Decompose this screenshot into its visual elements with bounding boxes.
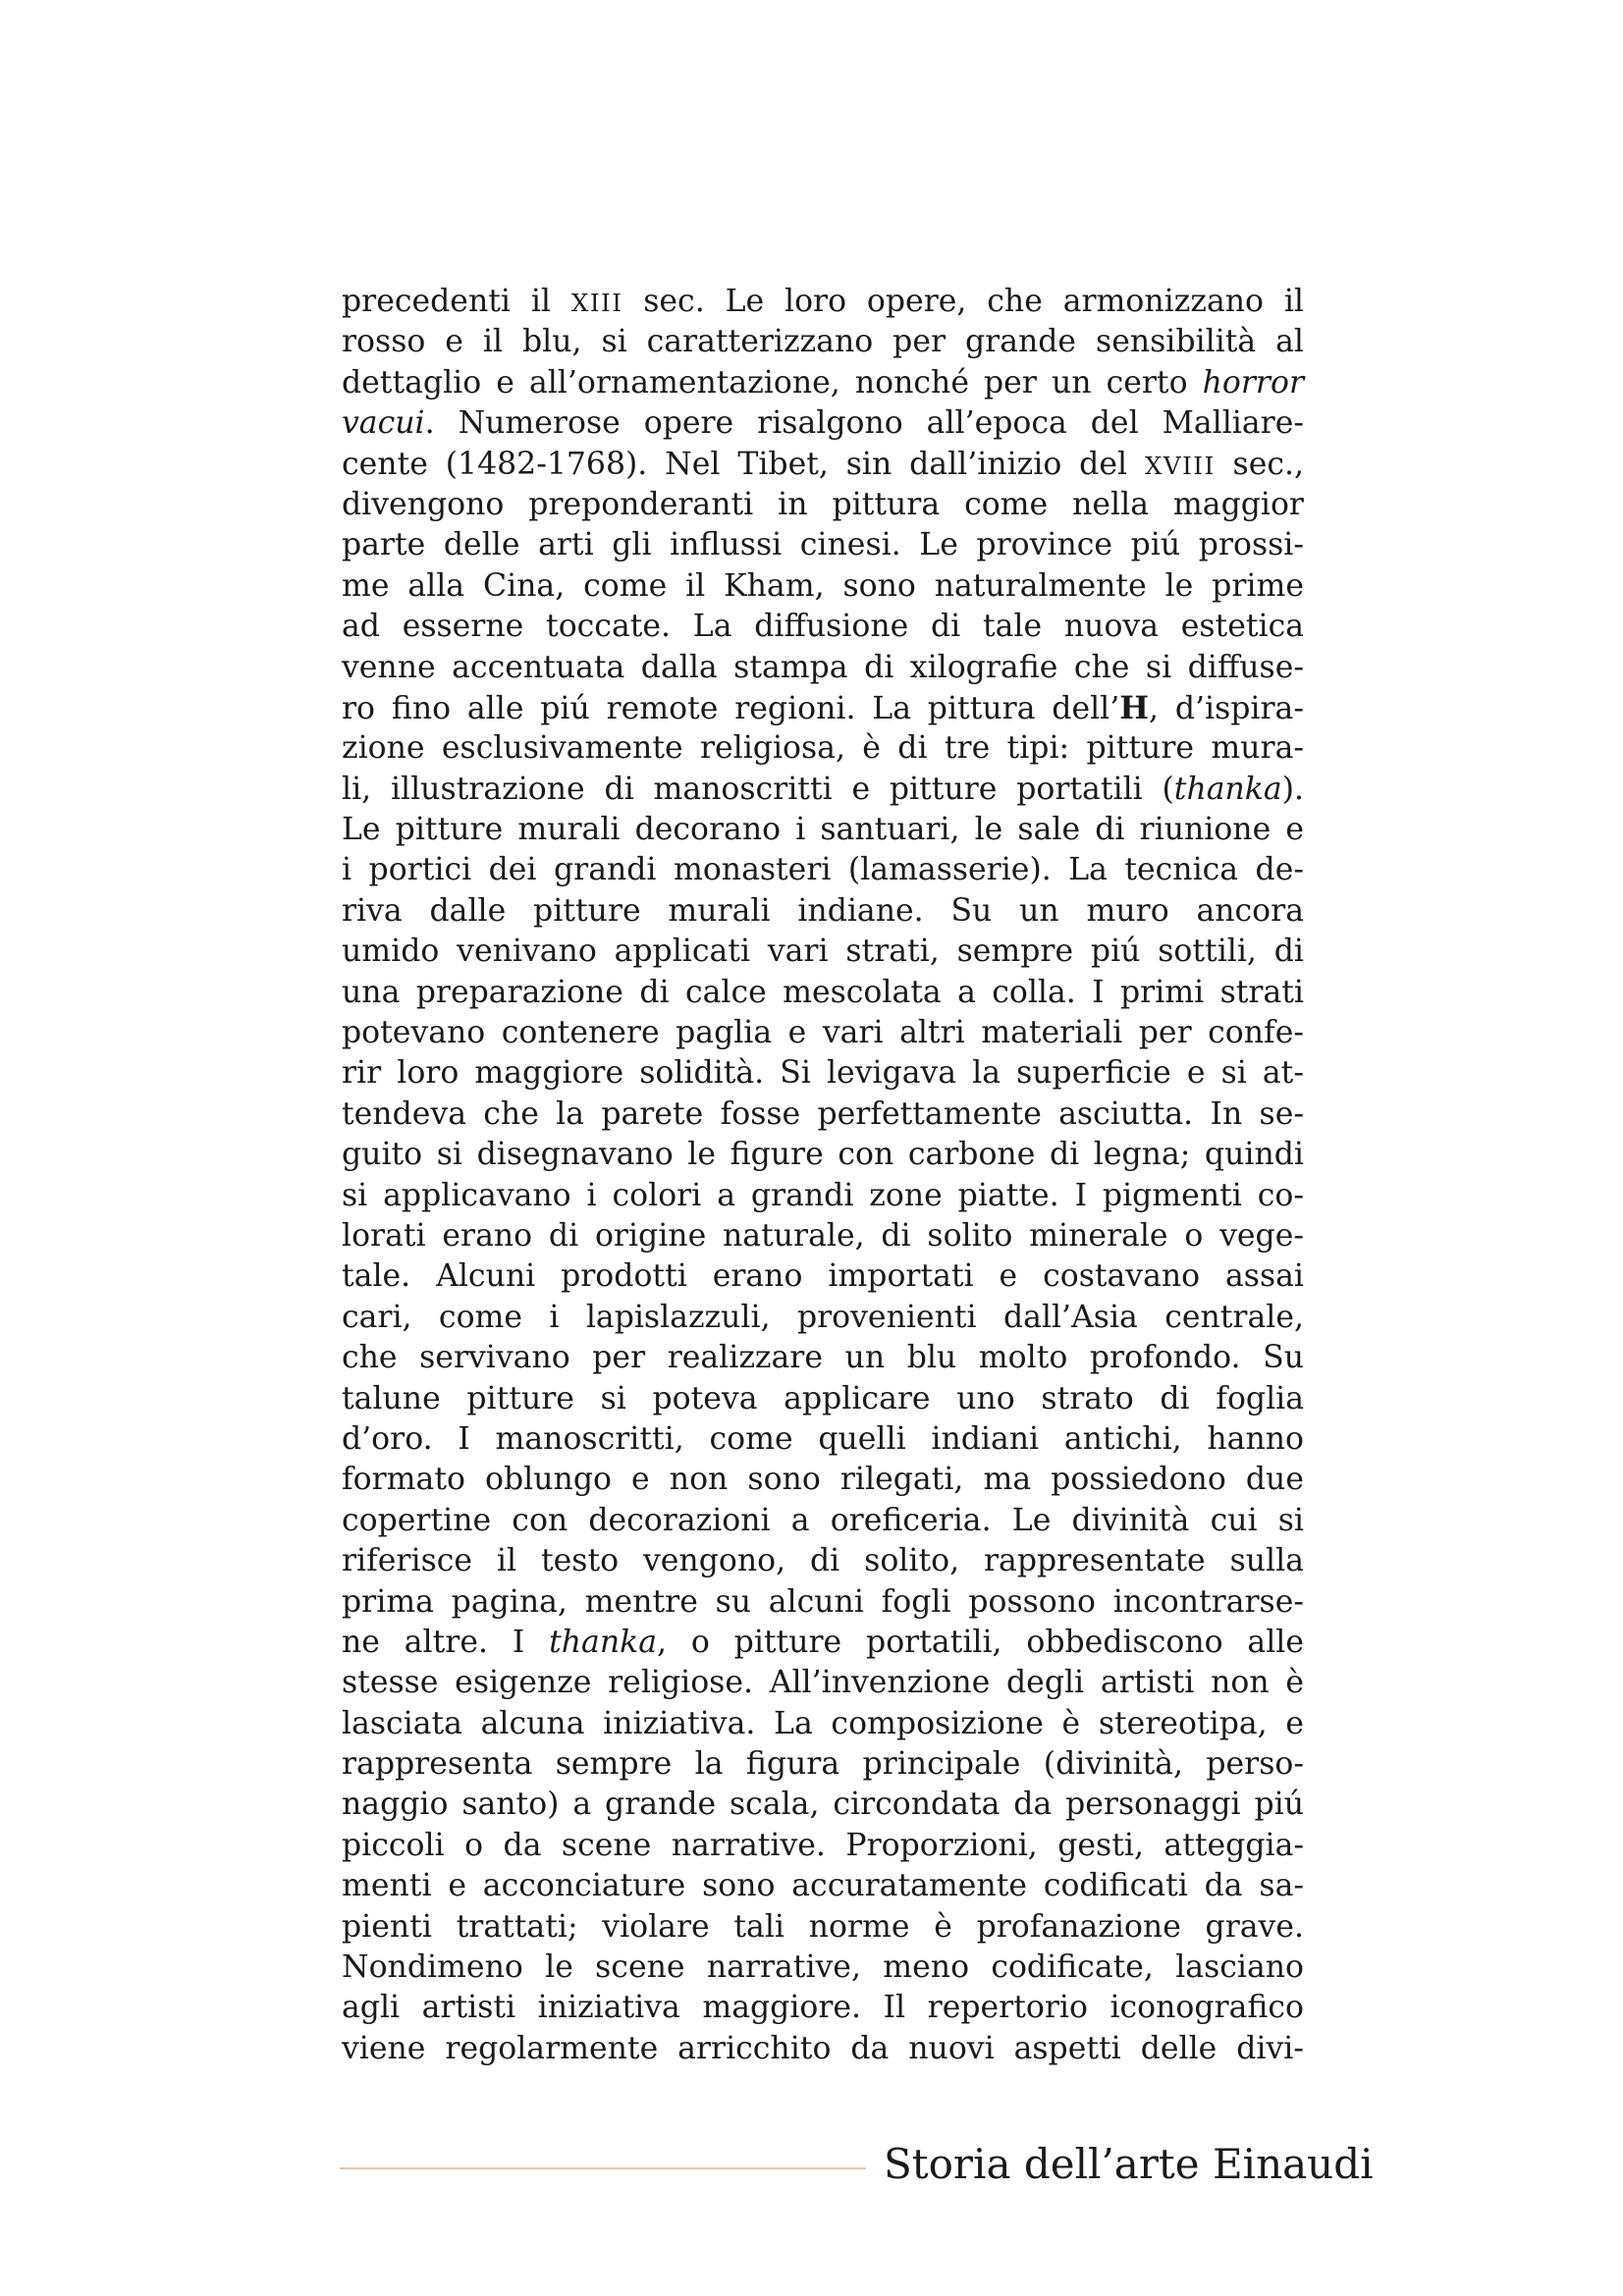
- text-line: [342, 403, 1304, 444]
- text-run: che servivano per realizzare un blu molto profondo. Su: [342, 1340, 1304, 1376]
- footer-title: Storia dell’arte Einaudi: [884, 2140, 1374, 2188]
- footer-rule: [340, 2167, 866, 2169]
- text-run: tendeva che la parete fosse perfettamente asciutta. In se-: [342, 1095, 1304, 1132]
- text-line: [342, 1744, 1304, 1785]
- text-line: [342, 1379, 1304, 1419]
- text-run: prima pagina, mentre su alcuni fogli possono incontrarse-: [342, 1583, 1304, 1620]
- text-line: [342, 648, 1304, 688]
- text-line: [342, 1256, 1304, 1297]
- text-run: rosso e il blu, si caratterizzano per grande sensibilità al: [342, 324, 1304, 360]
- text-run: si applicavano i colori a grandi zone piatte. I pigmenti co-: [342, 1177, 1304, 1213]
- text-run: cari, come i lapislazzuli, provenienti dall’Asia centrale,: [342, 1299, 1304, 1335]
- text-line: [342, 485, 1304, 525]
- text-line: [342, 1866, 1304, 1906]
- text-line: [342, 1582, 1304, 1623]
- text-run: tale. Alcuni prodotti erano importati e costavano assai: [342, 1258, 1304, 1295]
- text-line: [342, 1460, 1304, 1500]
- text-line: [342, 1176, 1304, 1216]
- text-line: [342, 688, 1304, 728]
- text-line: [342, 1541, 1304, 1581]
- text-line: [342, 1907, 1304, 1948]
- text-line: [342, 2029, 1304, 2069]
- text-run: li, illustrazione di manoscritti e pitture portatili (: [342, 771, 1174, 807]
- text-run: sec. Le loro opere, che armonizzano il: [622, 284, 1305, 319]
- text-run: piccoli o da scene narrative. Proporzioni, gesti, atteggia-: [342, 1827, 1304, 1863]
- text-run: sec.,: [1215, 446, 1304, 482]
- roman-numeral: XVIII: [1144, 451, 1216, 480]
- text-line: [342, 1135, 1304, 1175]
- text-run: riferisce il testo vengono, di solito, rappresentate sulla: [342, 1543, 1304, 1579]
- text-line: [342, 932, 1304, 972]
- text-line: [342, 973, 1304, 1013]
- text-run: i portici dei grandi monasteri (lamasserie). La tecnica de-: [342, 852, 1304, 888]
- bold-reference: H: [1119, 689, 1150, 726]
- italic-term: vacui: [342, 405, 425, 442]
- text-line: [342, 1623, 1304, 1663]
- text-line: [342, 891, 1304, 932]
- text-run: menti e acconciature sono accuratamente codificati da sa-: [342, 1868, 1304, 1904]
- text-run: agli artisti iniziativa maggiore. Il repertorio iconografico: [342, 1990, 1304, 2026]
- text-run: zione esclusivamente religiosa, è di tre tipi: pitture mura-: [342, 730, 1304, 767]
- text-run: stesse esigenze religiose. All’invenzione degli artisti non è: [342, 1665, 1304, 1701]
- text-line: [342, 810, 1304, 850]
- text-run: , o pitture portatili, obbediscono alle: [657, 1624, 1304, 1660]
- text-run: Nondimeno le scene narrative, meno codificate, lasciano: [342, 1949, 1304, 1986]
- text-run: ).: [1281, 771, 1304, 807]
- text-line: [342, 1826, 1304, 1866]
- text-line: [342, 1704, 1304, 1744]
- text-line: [342, 1663, 1304, 1703]
- text-line: [342, 566, 1304, 607]
- text-run: umido venivano applicati vari strati, sempre piú sottili, di: [342, 934, 1304, 970]
- text-run: copertine con decorazioni a oreficeria. Le divinità cui si: [342, 1502, 1304, 1538]
- text-run: guito si disegnavano le figure con carbone di legna; quindi: [342, 1137, 1304, 1173]
- text-run: una preparazione di calce mescolata a colla. I primi strati: [342, 974, 1304, 1010]
- text-line: [342, 1013, 1304, 1053]
- text-run: lorati erano di origine naturale, di solito minerale o vege-: [342, 1217, 1304, 1254]
- text-run: dettaglio e all’ornamentazione, nonché per un certo: [342, 364, 1203, 400]
- text-run: ad esserne toccate. La diffusione di tale nuova estetica: [342, 609, 1304, 645]
- text-run: ne altre. I: [342, 1624, 550, 1660]
- text-run: viene regolarmente arricchito da nuovi aspetti delle divi-: [342, 2030, 1304, 2066]
- text-run: ro fino alle piú remote regioni. La pittura dell’: [342, 690, 1120, 726]
- text-line: [342, 1095, 1304, 1135]
- text-run: venne accentuata dalla stampa di xilografie che si diffuse-: [342, 649, 1304, 685]
- text-line: [342, 445, 1304, 485]
- text-line: [342, 282, 1304, 322]
- text-run: talune pitture si poteva applicare uno strato di foglia: [342, 1380, 1304, 1416]
- text-line: [342, 1948, 1304, 1988]
- text-run: . Numerose opere risalgono all’epoca del Malliare-: [424, 405, 1304, 442]
- text-run: d’oro. I manoscritti, come quelli indiani antichi, hanno: [342, 1420, 1304, 1457]
- text-line: [342, 363, 1304, 403]
- text-run: divengono preponderanti in pittura come nella maggior: [342, 486, 1304, 522]
- text-line: [342, 1298, 1304, 1338]
- text-line: [342, 770, 1304, 810]
- text-line: [342, 1216, 1304, 1256]
- text-run: Le pitture murali decorano i santuari, le sale di riunione e: [342, 812, 1304, 848]
- text-run: rir loro maggiore solidità. Si levigava la superficie e si at-: [342, 1055, 1304, 1092]
- text-run: cente (1482-1768). Nel Tibet, sin dall’inizio del: [342, 446, 1145, 482]
- text-run: lasciata alcuna iniziativa. La composizione è stereotipa, e: [342, 1705, 1304, 1741]
- text-line: [342, 728, 1304, 769]
- text-run: rappresenta sempre la figura principale (divinità, perso-: [342, 1746, 1304, 1783]
- text-run: riva dalle pitture murali indiane. Su un muro ancora: [342, 892, 1304, 929]
- text-run: me alla Cina, come il Kham, sono naturalmente le prime: [342, 567, 1304, 604]
- body-text: [342, 282, 1304, 2069]
- text-line: [342, 850, 1304, 890]
- text-run: , d’ispira-: [1149, 690, 1304, 726]
- text-run: precedenti il: [342, 284, 571, 319]
- text-line: [342, 322, 1304, 362]
- text-line: [342, 1785, 1304, 1825]
- italic-term: thanka: [1173, 771, 1282, 807]
- text-run: formato oblungo e non sono rilegati, ma possiedono due: [342, 1462, 1304, 1498]
- text-line: [342, 1988, 1304, 2028]
- text-line: [342, 525, 1304, 565]
- italic-term: horror: [1202, 364, 1304, 400]
- text-line: [342, 1501, 1304, 1541]
- text-line: [342, 607, 1304, 647]
- text-line: [342, 1419, 1304, 1460]
- text-run: naggio santo) a grande scala, circondata da personaggi piú: [342, 1787, 1304, 1823]
- text-line: [342, 1053, 1304, 1094]
- text-run: pienti trattati; violare tali norme è profanazione grave.: [342, 1908, 1304, 1945]
- text-line: [342, 1338, 1304, 1378]
- text-run: potevano contenere paglia e vari altri materiali per confe-: [342, 1015, 1304, 1051]
- text-run: parte delle arti gli influssi cinesi. Le province piú prossi-: [342, 527, 1304, 563]
- italic-term: thanka: [549, 1624, 657, 1660]
- roman-numeral: XIII: [570, 289, 623, 317]
